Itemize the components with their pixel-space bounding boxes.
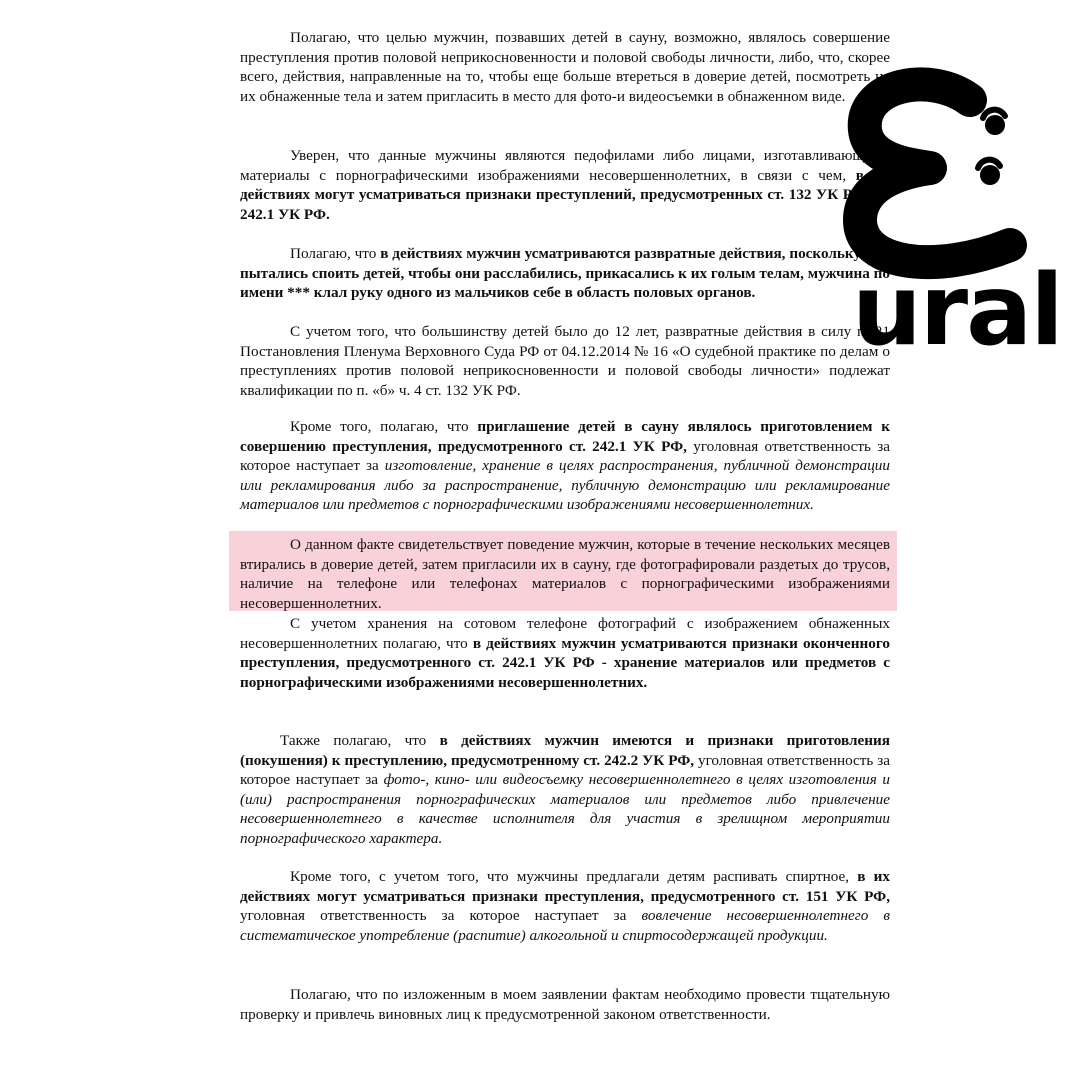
paragraph-3 bbox=[240, 244, 890, 303]
text-run: уголовная ответственность за которое наступает за bbox=[240, 751, 890, 789]
paragraph-8 bbox=[240, 731, 890, 849]
paragraph-4 bbox=[240, 322, 890, 400]
text-run: вовлечение несовершеннолетнего в систематическое употребление (распитие) алкогольной и спиртосодержащей продукции. bbox=[240, 907, 890, 944]
paragraph-5 bbox=[240, 417, 890, 515]
paragraph-10 bbox=[240, 985, 890, 1024]
text-run: С учетом хранения на сотовом телефоне фотографий с изображением обнаженных несовершеннолетних полагаю, что bbox=[240, 615, 890, 652]
text-run: в действиях мужчин имеются и признаки приготовления (покушения) к преступлению, предусмотренному ст. 242.2 УК РФ, bbox=[240, 732, 890, 769]
paragraph-6-highlighted bbox=[240, 535, 890, 613]
paragraph-7 bbox=[240, 614, 890, 692]
text-run: уголовная ответственность за которое наступает за bbox=[240, 907, 642, 925]
text-run: в действиях мужчин усматриваются признаки оконченного преступления, предусмотренного ст. 242.1 УК РФ - хранение материалов или предметов с порнографическими изображениями несовершеннолетних. bbox=[240, 634, 890, 691]
text-run: Кроме того, полагаю, что bbox=[290, 418, 478, 435]
text-run: в действиях мужчин усматриваются развратные действия, поскольку они пытались споить детей, чтобы они расслабились, прикасались к их голым телам, мужчина по имени *** клал руку одного из мальчиков себе в область половых органов. bbox=[240, 245, 891, 302]
text-run: Полагаю, что bbox=[290, 245, 381, 262]
paragraph-9 bbox=[240, 867, 890, 945]
text-run: фото-, кино- или видеосъемку несовершеннолетнего в целях изготовления и (или) распространения порнографических материалов или предметов либо привлечение несовершеннолетнего в качестве исполнителя для участия в зрелищном мероприятии порнографического характера. bbox=[240, 771, 890, 847]
text-run: Полагаю, что по изложенным в моем заявлении фактам необходимо провести тщательную проверку и привлечь виновных лиц к предусмотренной законом ответственности. bbox=[240, 986, 890, 1023]
paragraph-2 bbox=[240, 146, 890, 224]
text-run: изготовление, хранение в целях распространения, публичной демонстрации или рекламирования либо за распространение, публичную демонстрацию или рекламирование материалов или предметов с порнографическими изображениями несовершеннолетних. bbox=[240, 457, 890, 514]
text-run: Уверен, что данные мужчины являются педофилами либо лицами, изготавливающими материалы с порнографическими изображениями несовершеннолетних, в связи с чем, bbox=[240, 147, 890, 184]
text-run: О данном факте свидетельствует поведение мужчин, которые в течение нескольких месяцев втирались в доверие детей, затем пригласили их в сауну, где фотографировали раздетых до трусов, наличие на телефоне или телефонах материалов с порнографическими изображениями несовершеннолетних. bbox=[240, 536, 890, 612]
text-run: в их действиях могут усматриваться признаки преступления, предусмотренного ст. 151 УК РФ, bbox=[240, 868, 891, 905]
logo-eye-icon bbox=[985, 115, 1005, 135]
text-run: Кроме того, с учетом того, что мужчины предлагали детям распивать спиртное, bbox=[290, 868, 858, 885]
logo-eye-icon bbox=[980, 165, 1000, 185]
text-run: Также полагаю, что bbox=[280, 732, 440, 749]
text-run: в их действиях могут усматриваться признаки преступлений, предусмотренных ст. 132 УК РФ, ст. 242.1 УК РФ. bbox=[240, 166, 890, 223]
text-run: приглашение детей в сауну являлось приготовлением к совершению преступления, предусмотренного ст. 242.1 УК РФ, bbox=[240, 418, 890, 455]
text-run: уголовная ответственность за которое наступает за bbox=[240, 437, 891, 475]
text-run: Полагаю, что целью мужчин, позвавших детей в сауну, возможно, являлось совершение преступления против половой неприкосновенности и половой свободы личности, либо, что, скорее всего, действия, направленные на то, чтобы еще больше втереться в доверие детей, посмотреть на их обнаженные тела и затем пригласить в место для фото-и видеосъемки в обнаженном виде. bbox=[240, 29, 890, 105]
logo-text: ural bbox=[852, 254, 1062, 368]
text-run: С учетом того, что большинству детей было до 12 лет, развратные действия в силу п. 21 Постановления Пленума Верховного Суда РФ от 04.12.2014 № 16 «О судебной практике по делам о преступлениях против половой неприкосновенности и половой свободы личности» подлежат квалификации по п. «б» ч. 4 ст. 132 УК РФ. bbox=[240, 323, 890, 399]
paragraph-1 bbox=[240, 28, 890, 106]
